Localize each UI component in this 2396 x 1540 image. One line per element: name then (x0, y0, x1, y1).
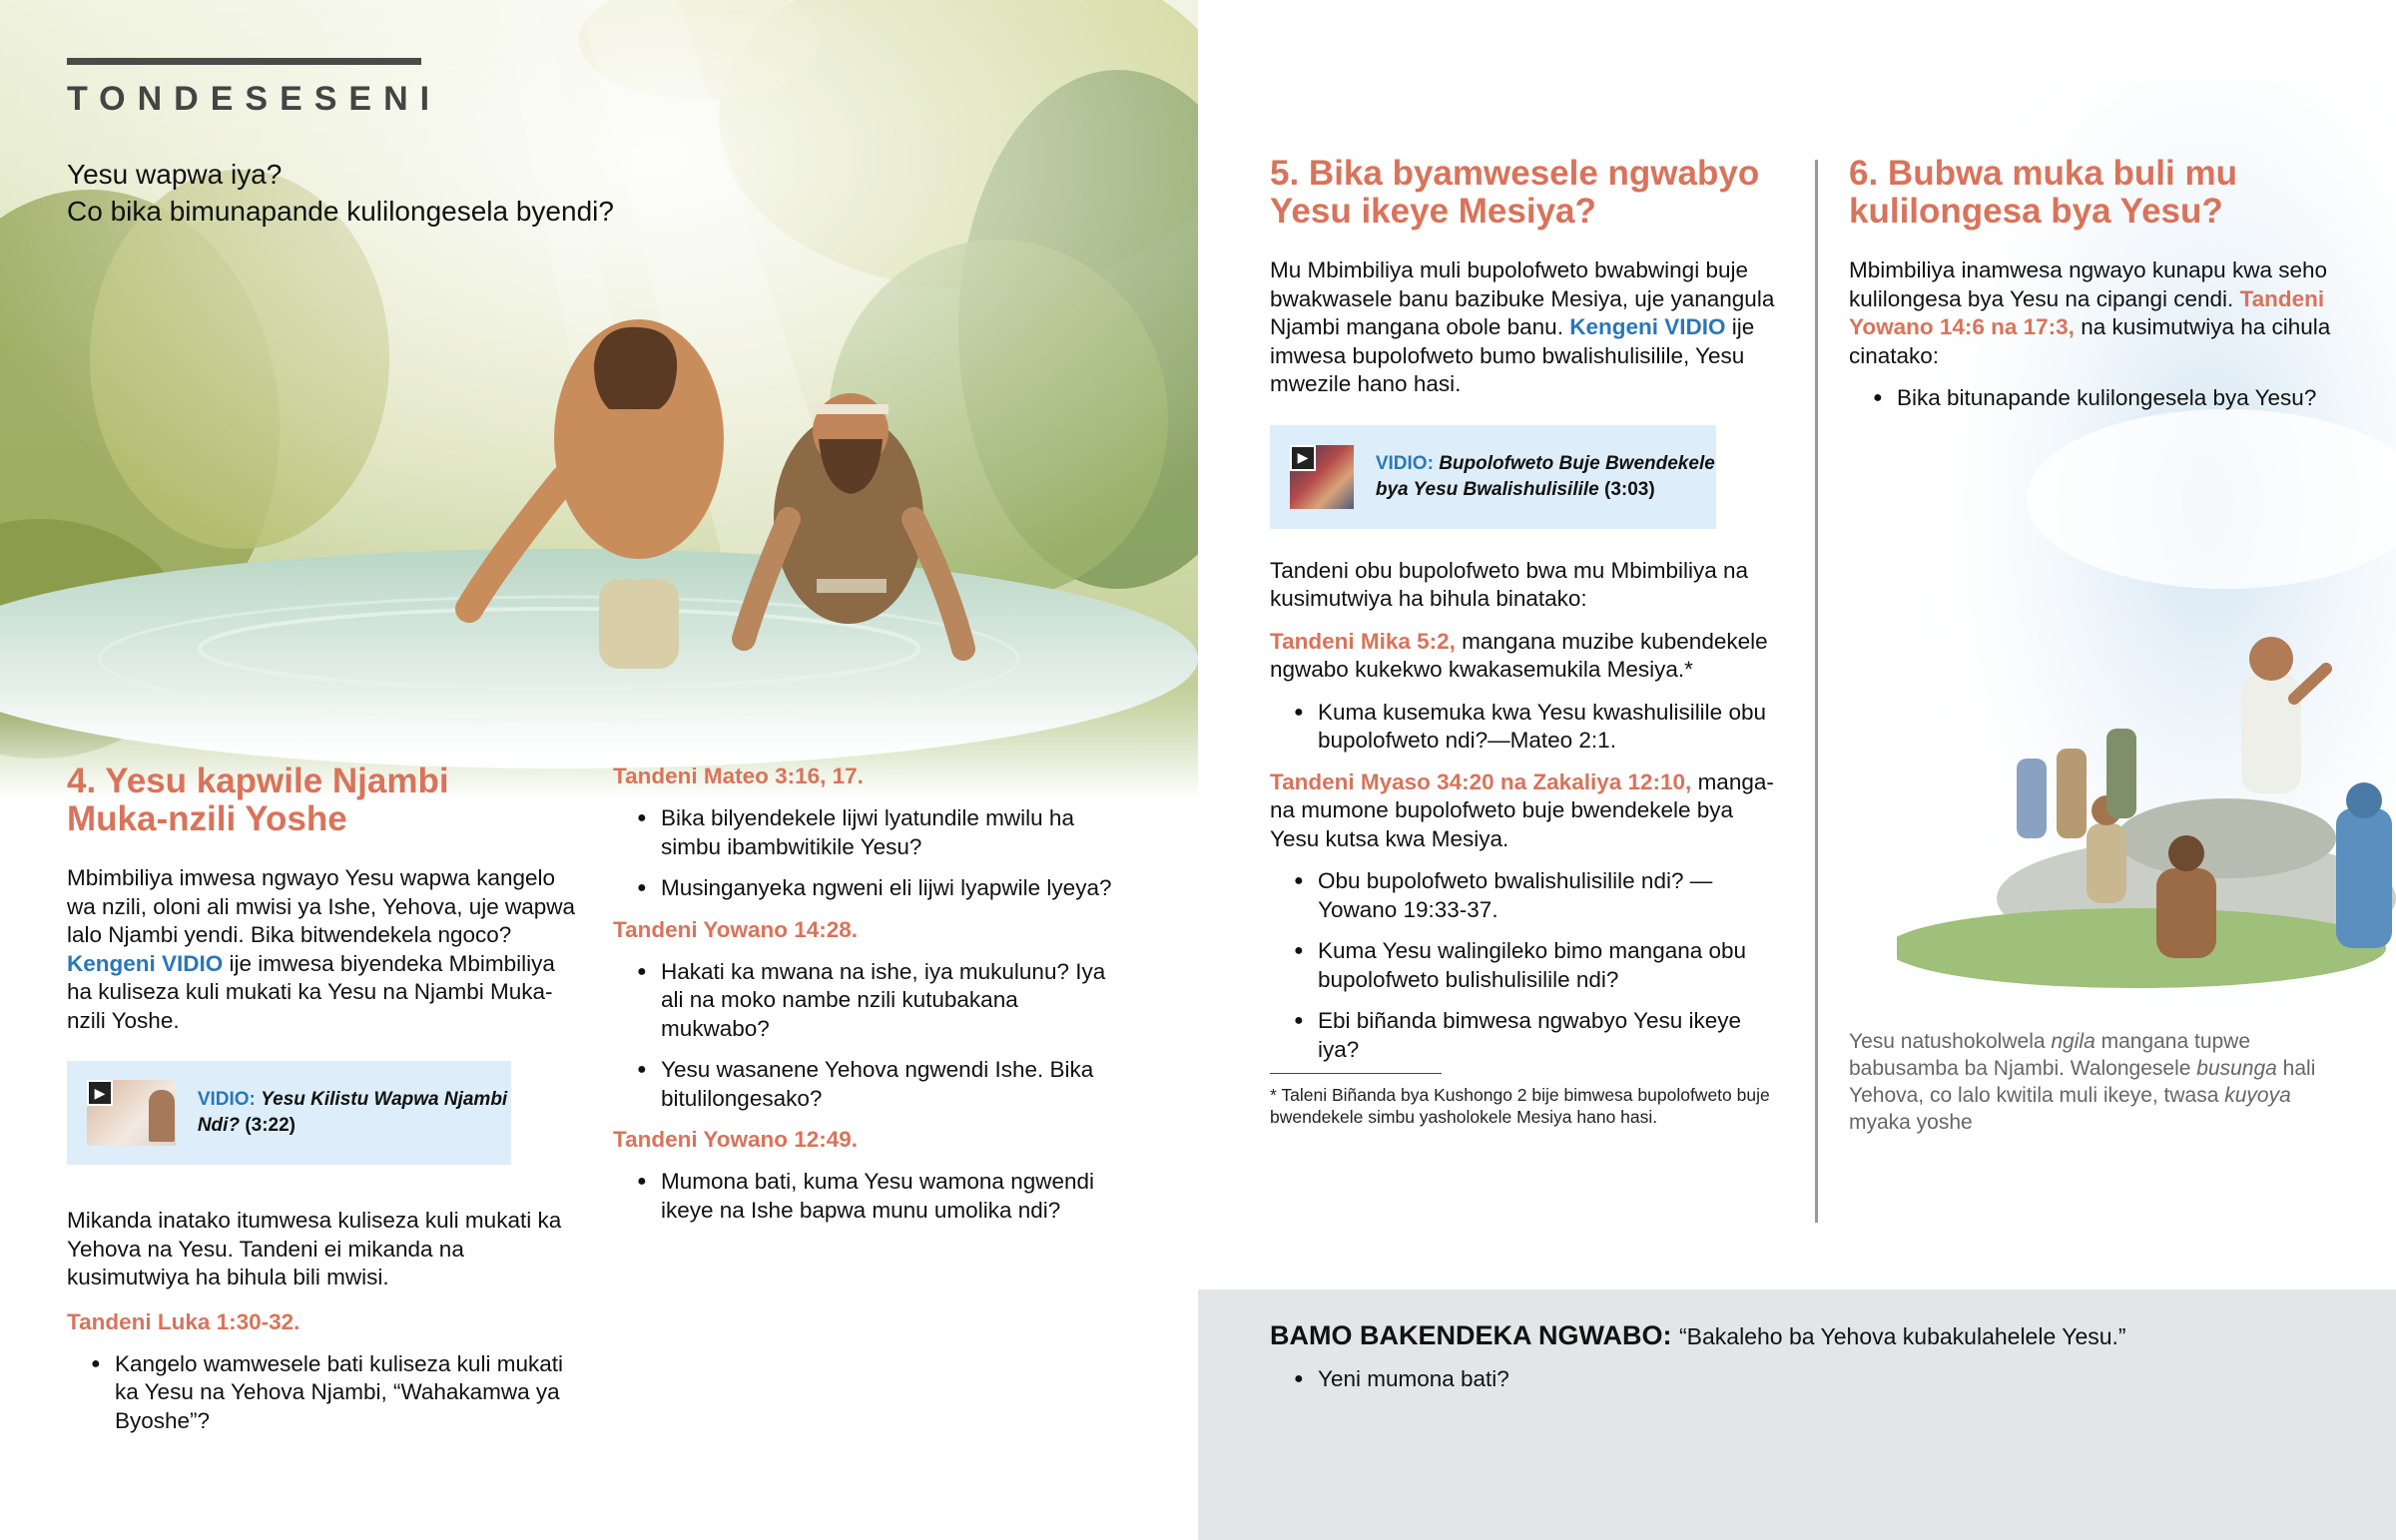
bullet-item: ● Musinganyeka ngweni eli lijwi lyapwile lyeya? (613, 874, 1132, 903)
section-4-p1-tail: ije imwesa biyendeka Mbimbiliya ha kuliseza kuli mukati ka Yesu na Njambi Muka-nzili Yoshe. (67, 950, 555, 1033)
section-4-column-2 (613, 763, 1132, 1238)
section-5-title-line-2: Yesu ikeye Mesiya? (1270, 192, 1596, 231)
section-5-p1-text: Mu Mbimbiliya muli bupolofweto bwabwingi buje bwakwasele banu bazibuke Mesiya, uje yanangula Njambi mangana obole banu. (1270, 257, 1775, 339)
section-6-paragraph-1 (1849, 257, 2348, 370)
bullet-item: ● Mumona bati, kuma Yesu wamona ngwendi ikeye na Ishe bapwa munu umolika ndi? (613, 1168, 1132, 1225)
right-page (1198, 0, 2396, 1540)
bullet-item: ● Kangelo wamwesele bati kuliseza kuli mukati ka Yesu na Yehova Njambi, “Wahakamwa ya Byoshe”? (67, 1350, 586, 1436)
video-thumbnail-2[interactable] (1290, 445, 1354, 509)
section-6-p1-text: Mbimbiliya inamwesa ngwayo kunapu kwa seho kulilongesa bya Yesu na cipangi cendi. (1849, 257, 2327, 311)
illustration-caption (1849, 1028, 2318, 1136)
watch-video-link[interactable]: Kengeni VIDIO (67, 950, 224, 976)
mika-ref-tail: mangana muzibe kubendekele ngwabo kukekwo kwakasemukila Mesiya.* (1270, 628, 1768, 682)
objection-bullets (1270, 1365, 2168, 1407)
bullet-item: ● Ebi biñanda bimwesa ngwabyo Yesu ikeye iya? (1270, 1007, 1779, 1064)
objection-line (1270, 1317, 2348, 1354)
video-2-duration: (3:03) (1604, 478, 1655, 500)
bullets-mika (1270, 699, 1779, 756)
scripture-ref-mika: Tandeni Mika 5:2, (1270, 628, 1456, 654)
section-4-title-line-2: Muka-nzili Yoshe (67, 799, 347, 838)
objection-quote: “Bakaleho ba Yehova kubakulahelele Yesu.” (1679, 1323, 2126, 1349)
column-divider (1815, 160, 1818, 1223)
section-4-title-line-1: 4. Yesu kapwile Njambi (67, 762, 449, 800)
video-card-1[interactable] (67, 1061, 511, 1165)
scripture-ref-myaso-zakaliya: Tandeni Myaso 34:20 na Zakaliya 12:10, (1270, 769, 1692, 794)
section-4 (67, 763, 586, 1448)
section-6 (1849, 155, 2348, 426)
bullet-item: ● Bika bitunapande kulilongesela bya Yesu? (1849, 384, 2348, 413)
section-4-paragraph-2: Mikanda inatako itumwesa kuliseza kuli mukati ka Yehova na Yesu. Tandeni ei mikanda na kusimutwiya ha bihula bili mwisi. (67, 1208, 562, 1289)
bullets-mateo (613, 804, 1132, 903)
caption-part: myaka yoshe (1849, 1111, 1973, 1134)
section-5-mika-intro (1270, 628, 1779, 685)
play-icon[interactable]: ▶ (87, 1080, 113, 1106)
video-1-caption[interactable] (198, 1087, 511, 1139)
bullet-item: ● Yeni mumona bati? (1270, 1365, 2168, 1394)
bullets-luka (67, 1350, 586, 1436)
section-5-title (1270, 155, 1779, 231)
scripture-ref-mateo: Tandeni Mateo 3:16, 17. (613, 764, 864, 788)
video-card-2[interactable] (1270, 425, 1716, 529)
bullet-item: ● Kuma kusemuka kwa Yesu kwashulisilile obu bupolofweto ndi?—Mateo 2:1. (1270, 699, 1779, 756)
section-5-paragraph-1 (1270, 257, 1779, 399)
bullet-item: ● Kuma Yesu walingileko bimo mangana obu bupolofweto bulishulisilile ndi? (1270, 937, 1779, 994)
video-2-label: VIDIO: (1375, 452, 1434, 474)
bullet-item: ● Obu bupolofweto bwalishulisilile ndi? —Yowano 19:33-37. (1270, 867, 1779, 924)
section-5-myaso-intro (1270, 769, 1779, 854)
video-2-title: Bupolofweto Buje Bwendekele bya Yesu Bwalishulisilile (1375, 452, 1715, 500)
baptism-image (0, 0, 1198, 798)
figure-icon (149, 1090, 175, 1142)
objection-box (1198, 1289, 2396, 1540)
scripture-ref-yowano-12-49: Tandeni Yowano 12:49. (613, 1127, 859, 1152)
baptism-illustration (0, 0, 1198, 798)
section-kicker: TONDESESENI (67, 80, 442, 118)
video-1-duration: (3:22) (245, 1115, 296, 1136)
caption-italic: ngila (2051, 1030, 2096, 1053)
section-6-title-line-1: 6. Bubwa muka buli mu (1849, 154, 2237, 193)
myaso-ref-tail: mangana mumone bupolofweto buje bwendekele bya Yesu kutsa kwa Mesiya. (1270, 769, 1774, 851)
intro-questions (67, 156, 706, 230)
video-1-title: Yesu Kilistu Wapwa Njambi Ndi? (197, 1089, 508, 1136)
bullets-yowano-12-49 (613, 1168, 1132, 1225)
bullets-section-6 (1849, 384, 2348, 413)
caption-italic: busunga (2196, 1057, 2277, 1080)
bullet-item: ● Hakati ka mwana na ishe, iya mukulunu? Iya ali na moko nambe nzili kutubakana mukwabo? (613, 958, 1132, 1044)
section-5-p1-tail: ije imwesa bupolofweto bumo bwalishulisilile, Yesu mwezile hano hasi. (1270, 314, 1755, 396)
bullet-item: ● Bika bilyendekele lijwi lyatundile mwilu ha simbu ibambwitikile Yesu? (613, 804, 1132, 861)
caption-part: mangana tupwe babusamba ba Njambi. Walongesele (1849, 1030, 2251, 1080)
bullet-item: ● Yesu wasanene Yehova ngwendi Ishe. Bika bitulilongesako? (613, 1056, 1132, 1113)
video-thumbnail-1[interactable] (87, 1080, 176, 1146)
caption-italic: kuyoya (2224, 1084, 2291, 1107)
bullets-myaso (1270, 867, 1779, 1064)
scripture-ref-yowano-14-28: Tandeni Yowano 14:28. (613, 916, 859, 942)
intro-line-1: Yesu wapwa iya? (67, 159, 283, 190)
section-5-title-line-1: 5. Bika byamwesele ngwabyo (1270, 154, 1760, 193)
caption-part: Yesu natushokolwela (1849, 1030, 2052, 1053)
video-2-caption[interactable] (1376, 451, 1716, 503)
section-4-title (67, 763, 586, 838)
section-6-title-line-2: kulilongesa bya Yesu? (1849, 192, 2223, 231)
caption-part: hali Yehova, co lalo kwitila muli ikeye, twasa (1849, 1057, 2316, 1107)
section-4-p1-text: Mbimbiliya imwesa ngwayo Yesu wapwa kangelo wa nzili, oloni ali mwisi ya Ishe, Yehova, uje wapwa lalo Njambi yendi. Bika bitwendekela ngoco? (67, 865, 576, 947)
scripture-ref-yowano-14-6: Tandeni Yowano 14:6 na 17:3, (1849, 285, 2325, 339)
section-5 (1270, 155, 1779, 1128)
section-6-ref-tail: na kusimutwiya ha cihula cinatako: (1849, 314, 2331, 368)
section-4-paragraph-1 (67, 864, 586, 1035)
intro-line-2: Co bika bimunapande kulilongesela byendi? (67, 196, 614, 227)
kicker-rule (67, 58, 421, 65)
watch-video-link[interactable]: Kengeni VIDIO (1569, 314, 1726, 339)
footnote: * Taleni Biñanda bya Kushongo 2 bije bimwesa bupolofweto buje bwendekele simbu yasholokele Mesiya hano hasi. (1270, 1085, 1770, 1127)
video-1-label: VIDIO: (197, 1089, 256, 1110)
footnote-rule (1270, 1073, 1442, 1074)
scripture-ref-luka: Tandeni Luka 1:30-32. (67, 1308, 300, 1334)
bullets-yowano-14-28 (613, 958, 1132, 1114)
section-5-paragraph-2: Tandeni obu bupolofweto bwa mu Mbimbiliya na kusimutwiya ha bihula binatako: (1270, 557, 1749, 611)
objection-label: BAMO BAKENDEKA NGWABO: (1270, 1320, 1672, 1350)
section-6-title (1849, 155, 2348, 231)
play-icon[interactable]: ▶ (1290, 445, 1316, 471)
